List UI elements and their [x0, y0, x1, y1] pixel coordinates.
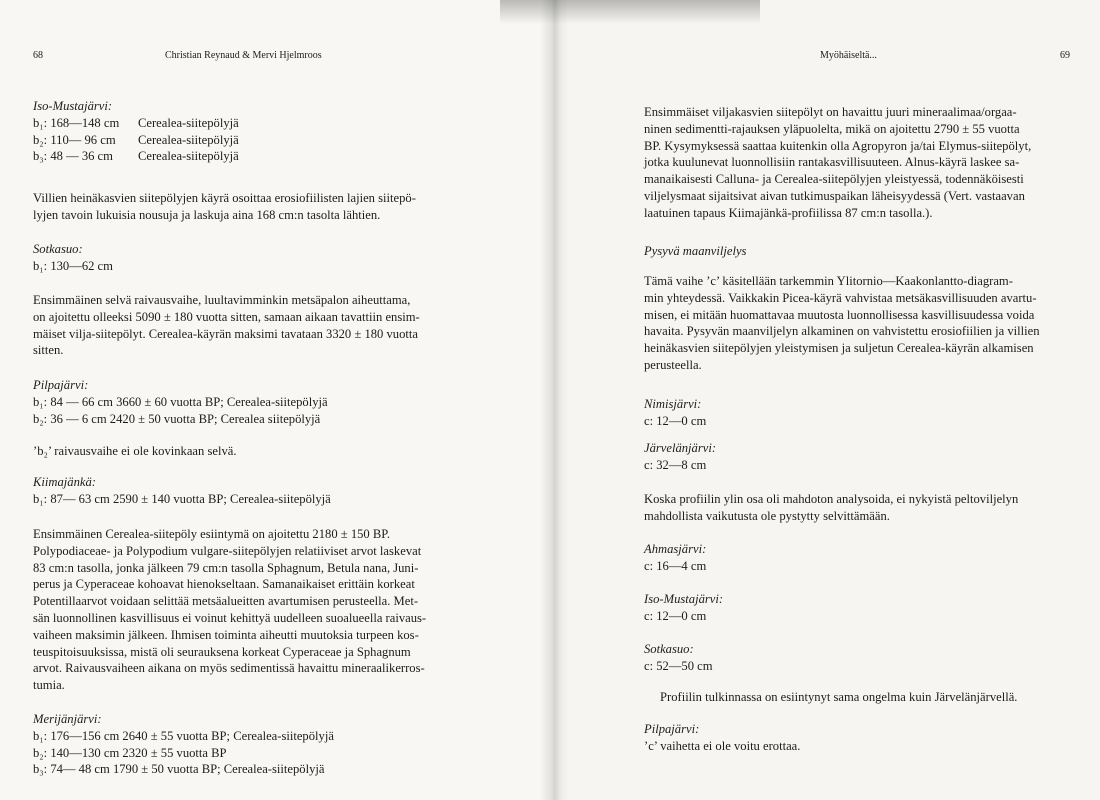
layer-line: b₂: 110— 96 cm Cerealea-siitepölyjä [33, 132, 239, 147]
iso-mustajarvi-paragraph: Villien heinäkasvien siitepölyjen käyrä osoittaa erosiofiilisten lajien siitepö- lyjen tavoin lukuisia nousuja ja laskuja aina 168 cm:n tasolta lähtien. [33, 191, 416, 222]
page-number: 69 [1060, 50, 1070, 61]
section-heading: Sotkasuo: [33, 242, 83, 256]
site-entry: Iso-Mustajärvi: c: 12—0 cm [644, 592, 724, 623]
site-entry: Järvelänjärvi: c: 32—8 cm [644, 441, 717, 472]
site-entry: Pilpajärvi: ’c’ vaihetta ei ole voitu erottaa. [644, 722, 801, 753]
section-paragraph: Tämä vaihe ’c’ käsitellään tarkemmin Ylitornio—Kaakonlantto-diagram- min yhteydessä. Vaikkakin Picea-käyrä vahvistaa metsäkasvillisuuden avartu- misen, ei mitään huomattavaa muutosta luonnollisessa kasvillisuudessa voida havaita. Pysyvän maanviljelyn alkaminen on vahvistettu erosiofiilien ja villien heinäkasvien siitepölyjen yleistymisen ja suljetun Cerealea-käyrän alkamisen perusteella. [644, 274, 1040, 372]
layer-line: b₁: 130—62 cm [33, 258, 113, 273]
page-number: 68 [33, 50, 43, 61]
site-entry: Ahmasjärvi: c: 16—4 cm [644, 542, 707, 573]
site-entry: Nimisjärvi: c: 12—0 cm [644, 397, 707, 428]
kiimajanka-section [33, 474, 331, 508]
layer-line: b₁: 168—148 cm Cerealea-siitepölyjä [33, 115, 239, 130]
intro-paragraph: Ensimmäiset viljakasvien siitepölyt on havaittu juuri mineraalimaa/orgaa- ninen sedimentti-rajauksen yläpuolelta, mikä on ajoitettu 2790 ± 55 vuotta BP. Kysymyksessä saattaa kuitenkin olla Agropyron ja/tai Elymus-siitepölyt, jotka kuulunevat luonnollisiin rantakasvillisuuteen. Alnus-käyrä laskee sa- manaikaisesti Calluna- ja Cerealea-siitepölyjen yleistyessä, todennäköisesti viljelysmaat sijaitsivat aivan tutkimuspaikan läheisyydessä (Vert. vastaavan laatuinen tapaus Kiimajänkä-profiilissa 87 cm:n tasolla.). [644, 105, 1032, 220]
merijanjarvi-section [33, 711, 334, 778]
running-head: Christian Reynaud & Mervi Hjelmroos [165, 50, 322, 61]
layer-line: b₁: 84 — 66 cm 3660 ± 60 vuotta BP; Cerealea-siitepölyjä [33, 394, 328, 409]
section-heading: Iso-Mustajärvi: [33, 99, 113, 113]
iso-mustajarvi-section [33, 98, 239, 165]
section-heading: Pilpajärvi: [33, 378, 89, 392]
layer-line: b₂: 140—130 cm 2320 ± 55 vuotta BP [33, 745, 227, 760]
right-page [552, 0, 1100, 800]
pilpajarvi-note: ’b₂’ raivausvaihe ei ole kovinkaan selvä. [33, 444, 237, 458]
site-entry: Sotkasuo: c: 52—50 cm [644, 642, 713, 673]
layer-line: b₁: 87— 63 cm 2590 ± 140 vuotta BP; Cerealea-siitepölyjä [33, 491, 331, 506]
sotkasuo-section [33, 241, 113, 275]
pilpajarvi-section [33, 377, 328, 427]
layer-line: b₃: 74— 48 cm 1790 ± 50 vuotta BP; Cerealea-siitepölyjä [33, 762, 325, 777]
section-heading: Pysyvä maanviljelys [644, 244, 747, 258]
mid-paragraph: Koska profiilin ylin osa oli mahdoton analysoida, ei nykyistä peltoviljelyn mahdollista vaikutusta ole pystytty selvittämään. [644, 492, 1019, 523]
top-shadow [500, 0, 760, 24]
layer-line: b₃: 48 — 36 cm Cerealea-siitepölyjä [33, 149, 239, 164]
section-heading: Merijänjärvi: [33, 712, 102, 726]
final-paragraph: Profiilin tulkinnassa on esiintynyt sama ongelma kuin Järvelänjärvellä. [660, 690, 1018, 704]
kiimajanka-paragraph: Ensimmäinen Cerealea-siitepöly esiintymä on ajoitettu 2180 ± 150 BP. Polypodiaceae- ja Polypodium vulgare-siitepölyjen relatiiviset arvot laskevat 83 cm:n tasolla, jonka jälkeen 79 cm:n tasolla Sphagnum, Betula nana, Juni- perus ja Cyperaceae kohoavat hienokseltaan. Samanaikaiset erittäin korkeat Potentillaarvot voidaan selittää metsäalueitten avartumisen perusteella. Met- sän luonnollinen kasvillisuus ei voinut kehittyä uudelleen suoalueella raivaus- vaiheen maksimin jälkeen. Ihmisen toiminta aiheutti muutoksia turpeen kos- teuspitoisuuksissa, mistä oli seurauksena korkeat Cyperaceae ja Sphagnum arvot. Raivausvaiheen aikana on myös sedimentissä havaittu mineraalikerros- tumia. [33, 527, 427, 693]
layer-line: b₂: 36 — 6 cm 2420 ± 50 vuotta BP; Cerealea siitepölyjä [33, 411, 321, 426]
sotkasuo-paragraph: Ensimmäinen selvä raivausvaihe, luultavimminkin metsäpalon aiheuttama, on ajoitettu olleeksi 5090 ± 180 vuotta sitten, samaan aikaan tavattiin ensim- mäiset vilja-siitepölyt. Cerealea-käyrän maksimi tavataan 3320 ± 180 vuotta sitten. [33, 293, 420, 358]
running-head: Myöhäiseltä... [820, 50, 877, 61]
layer-line: b₁: 176—156 cm 2640 ± 55 vuotta BP; Cerealea-siitepölyjä [33, 728, 334, 743]
book-gutter [540, 0, 568, 800]
section-heading: Kiimajänkä: [33, 475, 96, 489]
